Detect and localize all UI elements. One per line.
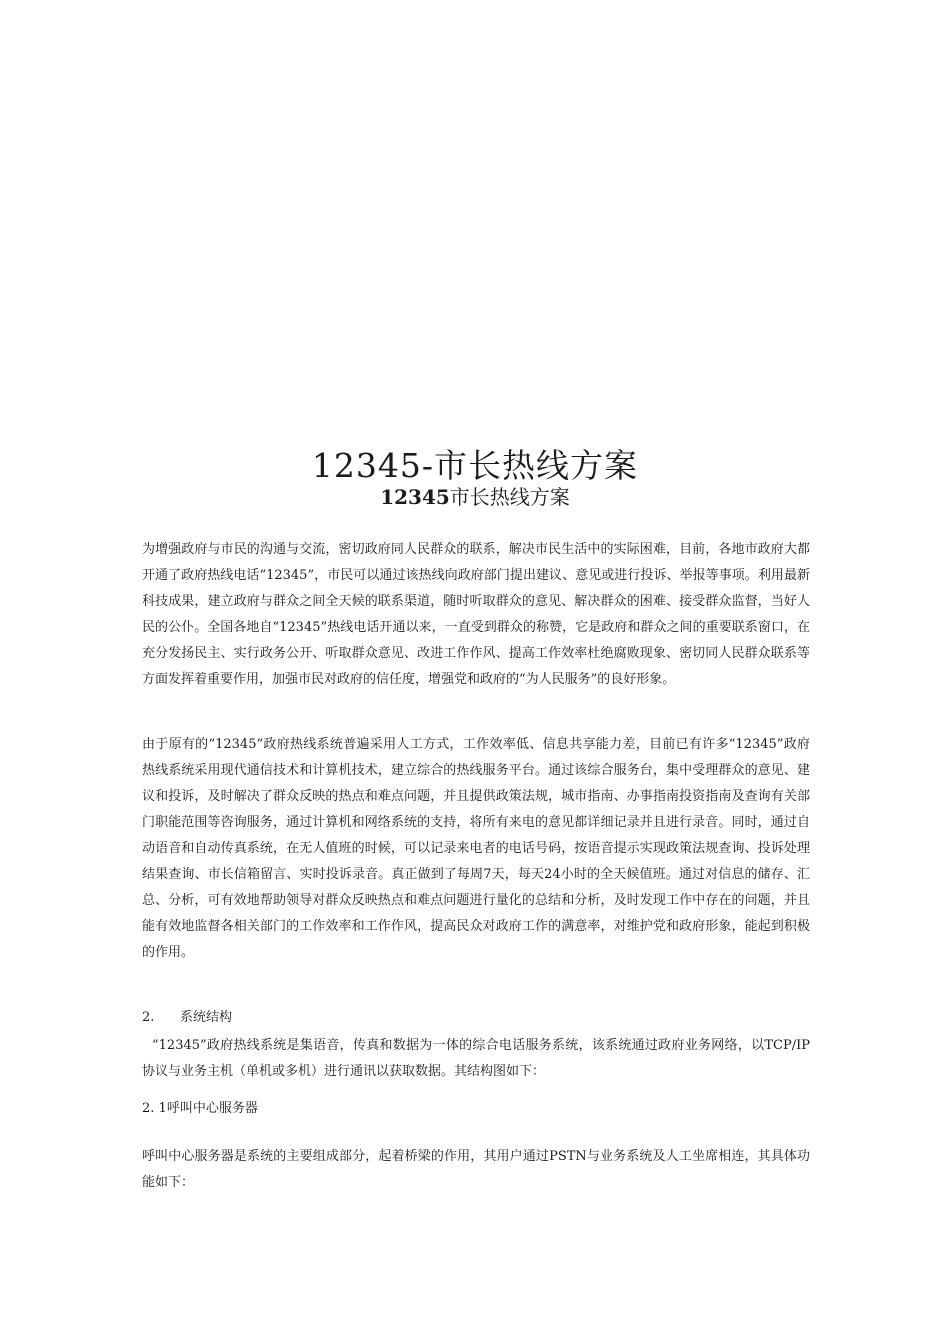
section-2-paragraph: “12345”政府热线系统是集语音，传真和数据为一体的综合电话服务系统，该系统通过政府业务网络，以TCP/IP协议与业务主机（单机或多机）进行通讯以获取数据。其结构图如下： xyxy=(142,1038,810,1079)
subtitle-number: 12345 xyxy=(380,485,450,509)
section-2-heading xyxy=(142,1005,232,1031)
section-2-1-heading xyxy=(142,1096,258,1122)
intro-paragraph: 为增强政府与市民的沟通与交流，密切政府同人民群众的联系，解决市民生活中的实际困难，目前，各地市政府大都开通了政府热线电话“12345”，市民可以通过该热线向政府部门提出建议、意见或进行投诉、举报等事项。利用最新科技成果，建立政府与群众之间全天候的联系渠道，随时听取群众的意见、解决群众的困难、接受群众监督，当好人民的公仆。全国各地自“12345”热线电话开通以来，一直受到群众的称赞，它是政府和群众之间的重要联系窗口，在充分发扬民主、实行政务公开、听取群众意见、改进工作作风、提高工作效率杜绝腐败现象、密切同人民群众联系等方面发挥着重要作用，加强市民对政府的信任度，增强党和政府的“为人民服务”的良好形象。 xyxy=(142,542,810,687)
section-2-1-paragraph: 呼叫中心服务器是系统的主要组成部分，起着桥梁的作用，其用户通过PSTN与业务系统及人工坐席相连，其具体功能如下： xyxy=(142,1149,810,1190)
section-2-number: 2. xyxy=(142,1010,155,1025)
background-paragraph: 由于原有的“12345”政府热线系统普遍采用人工方式，工作效率低、信息共享能力差，目前已有许多“12345”政府热线系统采用现代通信技术和计算机技术，建立综合的热线服务平台。通过该综合服务台，集中受理群众的意见、建议和投诉，及时解决了群众反映的热点和难点问题，并且提供政策法规，城市指南、办事指南投资指南及查询有关部门职能范围等咨询服务，通过计算机和网络系统的支持，将所有来电的意见都详细记录并且进行录音。同时，通过自动语音和自动传真系统，在无人值班的时候，可以记录来电者的电话号码，按语音提示实现政策法规查询、投诉处理结果查询、市长信箱留言、实时投诉录音。真正做到了每周7天，每天24小时的全天候值班。通过对信息的储存、汇总、分析，可有效地帮助领导对群众反映热点和难点问题进行量化的总结和分析，及时发现工作中存在的问题，并且能有效地监督各相关部门的工作效率和工作作风，提高民众对政府工作的满意率，对维护党和政府形象，能起到积极的作用。 xyxy=(142,737,810,960)
document-subtitle xyxy=(0,481,950,510)
section-2-title: 系统结构 xyxy=(180,1010,233,1025)
document-title: 12345-市长热线方案 xyxy=(311,446,639,485)
section-2-1-number: 2. 1 xyxy=(142,1101,167,1116)
section-2-1-title: 呼叫中心服务器 xyxy=(166,1101,258,1116)
subtitle-text: 市长热线方案 xyxy=(449,485,570,509)
